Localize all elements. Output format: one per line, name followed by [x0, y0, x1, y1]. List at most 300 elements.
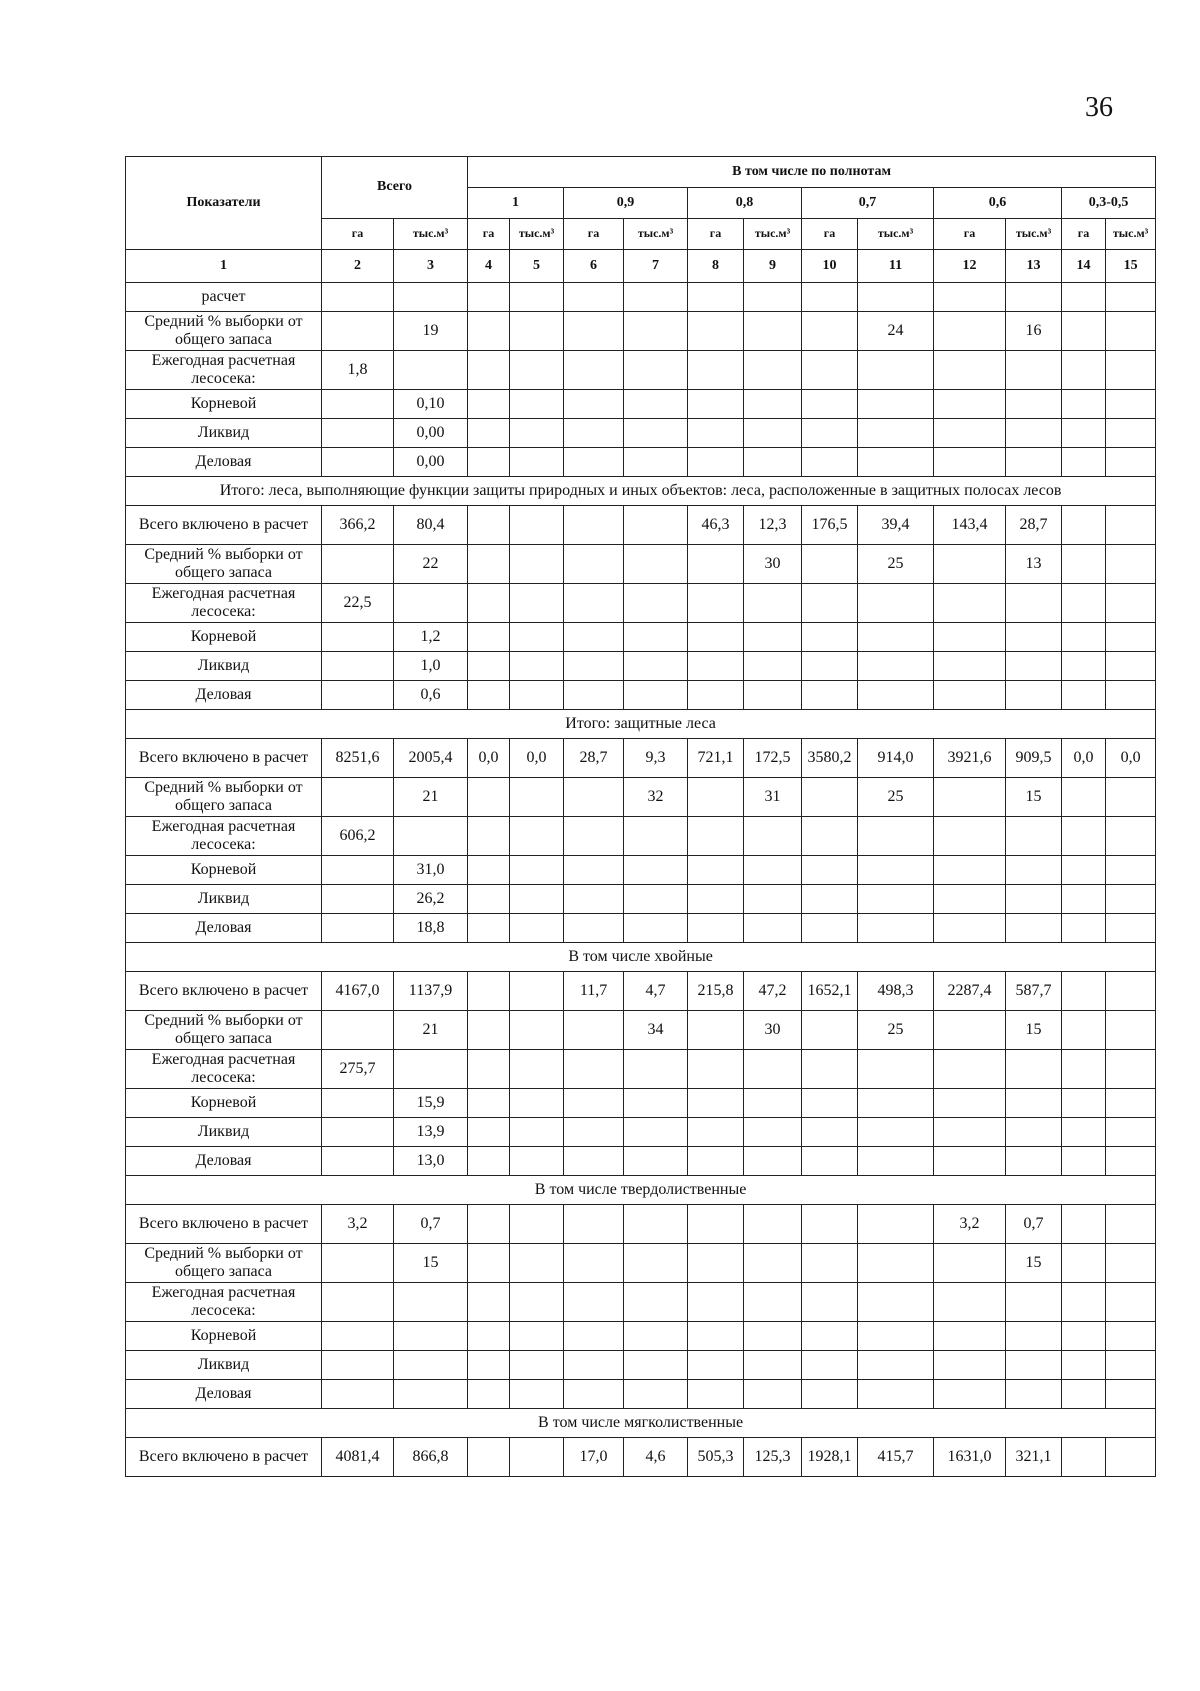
table-cell	[858, 1380, 934, 1409]
table-cell	[1106, 1283, 1156, 1322]
table-cell	[322, 1089, 394, 1118]
table-cell	[564, 1089, 624, 1118]
table-cell	[564, 1351, 624, 1380]
row-label: Средний % выборки от общего запаса	[126, 778, 322, 817]
table-cell: 11,7	[564, 972, 624, 1011]
table-cell: 914,0	[858, 739, 934, 778]
table-cell: 47,2	[744, 972, 802, 1011]
table-cell	[934, 1118, 1006, 1147]
table-row	[126, 1050, 1156, 1089]
table-cell: 505,3	[688, 1438, 744, 1477]
table-cell	[510, 390, 564, 419]
table-cell	[802, 817, 858, 856]
table-cell: 25	[858, 545, 934, 584]
table-cell: 2005,4	[394, 739, 468, 778]
table-cell	[1106, 312, 1156, 351]
table-cell	[510, 1438, 564, 1477]
table-cell: 215,8	[688, 972, 744, 1011]
table-cell	[1062, 448, 1106, 477]
table-cell	[1062, 351, 1106, 390]
table-cell	[1106, 914, 1156, 943]
unit-ha-header: га	[564, 219, 624, 250]
table-cell	[934, 1050, 1006, 1089]
table-cell: 1,8	[322, 351, 394, 390]
table-cell	[624, 1205, 688, 1244]
table-cell	[1106, 448, 1156, 477]
table-cell	[1106, 1011, 1156, 1050]
table-cell	[1062, 1205, 1106, 1244]
table-cell	[688, 419, 744, 448]
table-cell	[688, 1089, 744, 1118]
table-cell	[624, 351, 688, 390]
table-cell	[510, 584, 564, 623]
table-cell	[858, 681, 934, 710]
column-number: 5	[510, 250, 564, 283]
table-cell	[1062, 390, 1106, 419]
table-cell	[858, 351, 934, 390]
table-cell	[322, 1118, 394, 1147]
table-cell	[802, 545, 858, 584]
table-cell	[564, 778, 624, 817]
table-cell	[322, 448, 394, 477]
table-cell: 1928,1	[802, 1438, 858, 1477]
table-cell	[468, 652, 510, 681]
section-title: В том числе мягколиственные	[126, 1409, 1156, 1438]
table-cell: 1,2	[394, 623, 468, 652]
table-cell	[510, 856, 564, 885]
table-cell: 0,00	[394, 419, 468, 448]
table-cell	[934, 419, 1006, 448]
table-cell	[1062, 1089, 1106, 1118]
table-cell	[564, 623, 624, 652]
table-cell	[744, 623, 802, 652]
table-cell	[744, 914, 802, 943]
column-number: 13	[1006, 250, 1062, 283]
table-cell	[624, 1147, 688, 1176]
table-row	[126, 817, 1156, 856]
table-cell	[510, 283, 564, 312]
table-cell: 3,2	[934, 1205, 1006, 1244]
table-cell	[468, 1351, 510, 1380]
table-row	[126, 1118, 1156, 1147]
table-cell: 25	[858, 778, 934, 817]
table-cell	[564, 914, 624, 943]
table-row	[126, 312, 1156, 351]
row-label: Ликвид	[126, 1118, 322, 1147]
table-cell	[468, 681, 510, 710]
row-label: Всего включено в расчет	[126, 1205, 322, 1244]
table-cell: 31,0	[394, 856, 468, 885]
table-cell	[1062, 914, 1106, 943]
table-row	[126, 652, 1156, 681]
table-cell	[858, 283, 934, 312]
table-cell: 366,2	[322, 506, 394, 545]
table-cell	[1062, 1050, 1106, 1089]
row-label: Ежегодная расчетная лесосека:	[126, 1283, 322, 1322]
page-number: 36	[1085, 92, 1113, 123]
table-cell	[744, 652, 802, 681]
table-cell	[394, 1380, 468, 1409]
table-cell	[802, 448, 858, 477]
table-cell	[322, 914, 394, 943]
table-cell	[802, 856, 858, 885]
table-cell	[564, 681, 624, 710]
table-cell	[468, 1118, 510, 1147]
table-cell	[624, 652, 688, 681]
table-cell	[1006, 1050, 1062, 1089]
table-cell	[858, 652, 934, 681]
table-cell	[688, 1380, 744, 1409]
table-cell	[468, 351, 510, 390]
table-cell	[510, 545, 564, 584]
table-row	[126, 1244, 1156, 1283]
table-cell	[858, 1050, 934, 1089]
table-cell	[510, 778, 564, 817]
section-title: Итого: защитные леса	[126, 710, 1156, 739]
column-number: 7	[624, 250, 688, 283]
table-cell	[802, 681, 858, 710]
table-row	[126, 1438, 1156, 1477]
table-cell	[624, 419, 688, 448]
table-cell	[802, 778, 858, 817]
table-cell	[510, 1244, 564, 1283]
table-cell: 0,0	[468, 739, 510, 778]
table-cell: 18,8	[394, 914, 468, 943]
table-cell	[1106, 419, 1156, 448]
density-header: 0,9	[564, 188, 688, 219]
table-cell: 32	[624, 778, 688, 817]
table-cell	[1106, 856, 1156, 885]
row-label: Деловая	[126, 681, 322, 710]
table-row	[126, 1283, 1156, 1322]
table-cell	[858, 419, 934, 448]
table-cell	[1106, 1351, 1156, 1380]
table-cell	[802, 312, 858, 351]
table-cell	[1106, 545, 1156, 584]
row-label: Средний % выборки от общего запаса	[126, 545, 322, 584]
table-cell	[394, 283, 468, 312]
table-cell: 415,7	[858, 1438, 934, 1477]
table-cell	[688, 390, 744, 419]
column-number: 1	[126, 250, 322, 283]
table-cell	[744, 1380, 802, 1409]
table-cell	[744, 1283, 802, 1322]
table-cell: 0,0	[1106, 739, 1156, 778]
table-cell	[1106, 652, 1156, 681]
table-cell: 909,5	[1006, 739, 1062, 778]
table-cell	[934, 1351, 1006, 1380]
table-cell: 28,7	[1006, 506, 1062, 545]
table-cell	[468, 390, 510, 419]
table-cell	[934, 351, 1006, 390]
row-label: Ежегодная расчетная лесосека:	[126, 817, 322, 856]
table-cell	[1062, 1322, 1106, 1351]
table-cell	[1006, 817, 1062, 856]
table-cell	[468, 448, 510, 477]
table-cell	[1062, 1283, 1106, 1322]
table-cell	[468, 1283, 510, 1322]
row-label: Деловая	[126, 448, 322, 477]
table-cell	[1006, 652, 1062, 681]
table-cell: 1652,1	[802, 972, 858, 1011]
table-cell	[624, 283, 688, 312]
table-cell	[322, 545, 394, 584]
table-cell	[1006, 283, 1062, 312]
table-cell	[624, 1283, 688, 1322]
table-cell	[468, 972, 510, 1011]
table-cell	[744, 584, 802, 623]
table-cell: 30	[744, 545, 802, 584]
table-cell	[394, 1050, 468, 1089]
table-cell	[564, 652, 624, 681]
table-cell	[688, 1244, 744, 1283]
table-cell	[1006, 448, 1062, 477]
table-cell	[624, 681, 688, 710]
unit-ha-header: га	[1062, 219, 1106, 250]
table-cell	[1062, 856, 1106, 885]
table-cell	[564, 545, 624, 584]
table-cell	[802, 1205, 858, 1244]
table-cell	[510, 1283, 564, 1322]
table-cell: 0,6	[394, 681, 468, 710]
table-row	[126, 681, 1156, 710]
table-cell	[934, 584, 1006, 623]
table-cell	[624, 448, 688, 477]
table-cell	[510, 817, 564, 856]
table-cell	[802, 1089, 858, 1118]
row-label: Средний % выборки от общего запаса	[126, 1244, 322, 1283]
table-cell	[1062, 1118, 1106, 1147]
table-cell	[468, 312, 510, 351]
table-cell	[1062, 1351, 1106, 1380]
table-cell	[802, 885, 858, 914]
table-cell	[858, 1205, 934, 1244]
table-cell	[510, 1050, 564, 1089]
forest-harvest-table	[125, 156, 1156, 1477]
table-cell	[468, 545, 510, 584]
row-label: Деловая	[126, 1380, 322, 1409]
table-cell	[1006, 1147, 1062, 1176]
table-cell	[1062, 623, 1106, 652]
table-cell	[394, 1351, 468, 1380]
table-cell	[1062, 506, 1106, 545]
table-cell	[802, 1050, 858, 1089]
table-cell: 721,1	[688, 739, 744, 778]
table-cell: 3921,6	[934, 739, 1006, 778]
table-cell: 275,7	[322, 1050, 394, 1089]
table-row	[126, 1322, 1156, 1351]
unit-m3-header: тыс.м³	[394, 219, 468, 250]
table-cell	[510, 351, 564, 390]
table-cell	[564, 885, 624, 914]
table-cell	[1062, 885, 1106, 914]
table-cell	[934, 1011, 1006, 1050]
unit-ha-header: га	[322, 219, 394, 250]
table-cell	[688, 778, 744, 817]
column-number: 10	[802, 250, 858, 283]
table-cell: 13,0	[394, 1147, 468, 1176]
table-cell	[394, 351, 468, 390]
table-cell	[564, 283, 624, 312]
row-label: Всего включено в расчет	[126, 506, 322, 545]
table-row	[126, 972, 1156, 1011]
table-cell	[510, 419, 564, 448]
table-cell	[744, 885, 802, 914]
table-cell	[858, 1283, 934, 1322]
table-cell	[688, 1283, 744, 1322]
table-cell	[510, 681, 564, 710]
table-cell	[624, 1244, 688, 1283]
column-number: 9	[744, 250, 802, 283]
table-row	[126, 885, 1156, 914]
table-cell	[1062, 545, 1106, 584]
table-cell: 13	[1006, 545, 1062, 584]
table-cell: 587,7	[1006, 972, 1062, 1011]
table-cell: 0,7	[394, 1205, 468, 1244]
table-cell	[322, 1351, 394, 1380]
table-cell	[1006, 1089, 1062, 1118]
table-cell	[564, 1244, 624, 1283]
table-cell	[322, 1283, 394, 1322]
column-number: 14	[1062, 250, 1106, 283]
section-row	[126, 477, 1156, 506]
row-label: Корневой	[126, 390, 322, 419]
table-cell	[744, 312, 802, 351]
table-cell	[510, 885, 564, 914]
table-cell	[468, 283, 510, 312]
row-label: Корневой	[126, 623, 322, 652]
table-cell	[858, 1147, 934, 1176]
table-cell	[744, 1089, 802, 1118]
table-cell	[1062, 681, 1106, 710]
table-cell	[858, 1322, 934, 1351]
table-cell	[468, 856, 510, 885]
table-cell	[934, 1283, 1006, 1322]
table-cell	[1062, 584, 1106, 623]
column-number: 12	[934, 250, 1006, 283]
table-cell	[802, 623, 858, 652]
table-cell	[858, 885, 934, 914]
unit-m3-header: тыс.м³	[624, 219, 688, 250]
table-cell: 22,5	[322, 584, 394, 623]
table-cell	[934, 885, 1006, 914]
table-cell	[934, 283, 1006, 312]
table-cell	[510, 312, 564, 351]
row-label: Всего включено в расчет	[126, 972, 322, 1011]
table-cell	[934, 312, 1006, 351]
table-cell	[624, 1118, 688, 1147]
table-cell: 39,4	[858, 506, 934, 545]
table-cell: 28,7	[564, 739, 624, 778]
table-cell	[934, 545, 1006, 584]
table-cell	[564, 1011, 624, 1050]
table-cell	[322, 885, 394, 914]
table-cell	[688, 545, 744, 584]
column-number: 4	[468, 250, 510, 283]
table-cell	[564, 351, 624, 390]
table-cell	[688, 1205, 744, 1244]
table-cell	[1106, 972, 1156, 1011]
table-cell	[564, 390, 624, 419]
table-cell: 17,0	[564, 1438, 624, 1477]
table-cell	[1106, 1118, 1156, 1147]
table-cell	[624, 885, 688, 914]
table-cell	[1062, 1380, 1106, 1409]
table-cell	[468, 1089, 510, 1118]
table-cell: 24	[858, 312, 934, 351]
table-cell	[1062, 312, 1106, 351]
table-cell	[624, 584, 688, 623]
column-number: 6	[564, 250, 624, 283]
row-label: Всего включено в расчет	[126, 1438, 322, 1477]
row-label: Ликвид	[126, 652, 322, 681]
table-cell	[858, 448, 934, 477]
table-cell	[1062, 652, 1106, 681]
table-cell	[688, 351, 744, 390]
table-cell	[688, 312, 744, 351]
table-cell: 46,3	[688, 506, 744, 545]
table-cell: 13,9	[394, 1118, 468, 1147]
section-title: Итого: леса, выполняющие функции защиты природных и иных объектов: леса, расположенные в защитных полосах лесов	[126, 477, 1156, 506]
table-cell	[322, 1011, 394, 1050]
table-cell	[1106, 1147, 1156, 1176]
table-cell: 15	[1006, 778, 1062, 817]
density-header: 0,7	[802, 188, 934, 219]
table-cell	[802, 914, 858, 943]
table-cell	[322, 623, 394, 652]
table-cell	[934, 1147, 1006, 1176]
table-cell	[858, 623, 934, 652]
table-row	[126, 506, 1156, 545]
table-cell	[688, 652, 744, 681]
table-cell: 0,7	[1006, 1205, 1062, 1244]
table-cell	[1106, 1244, 1156, 1283]
table-cell	[468, 1011, 510, 1050]
section-row	[126, 710, 1156, 739]
table-cell	[934, 914, 1006, 943]
table-cell	[802, 1011, 858, 1050]
table-cell	[1062, 1147, 1106, 1176]
table-cell	[858, 584, 934, 623]
table-row	[126, 1089, 1156, 1118]
table-cell	[802, 1322, 858, 1351]
table-cell	[858, 390, 934, 419]
table-cell	[510, 506, 564, 545]
table-row	[126, 390, 1156, 419]
table-cell: 30	[744, 1011, 802, 1050]
table-cell	[468, 885, 510, 914]
table-cell	[802, 1118, 858, 1147]
table-cell: 4,7	[624, 972, 688, 1011]
table-cell	[322, 1322, 394, 1351]
table-cell	[858, 1351, 934, 1380]
table-cell	[322, 778, 394, 817]
table-cell	[934, 778, 1006, 817]
table-cell	[624, 856, 688, 885]
table-cell	[510, 914, 564, 943]
table-cell	[510, 1322, 564, 1351]
column-number: 11	[858, 250, 934, 283]
table-cell	[1106, 1380, 1156, 1409]
section-title: В том числе хвойные	[126, 943, 1156, 972]
row-label: Ежегодная расчетная лесосека:	[126, 1050, 322, 1089]
table-cell	[1106, 1050, 1156, 1089]
table-cell: 0,0	[1062, 739, 1106, 778]
table-cell	[934, 1089, 1006, 1118]
table-cell	[1106, 623, 1156, 652]
table-row	[126, 283, 1156, 312]
table-cell: 0,10	[394, 390, 468, 419]
